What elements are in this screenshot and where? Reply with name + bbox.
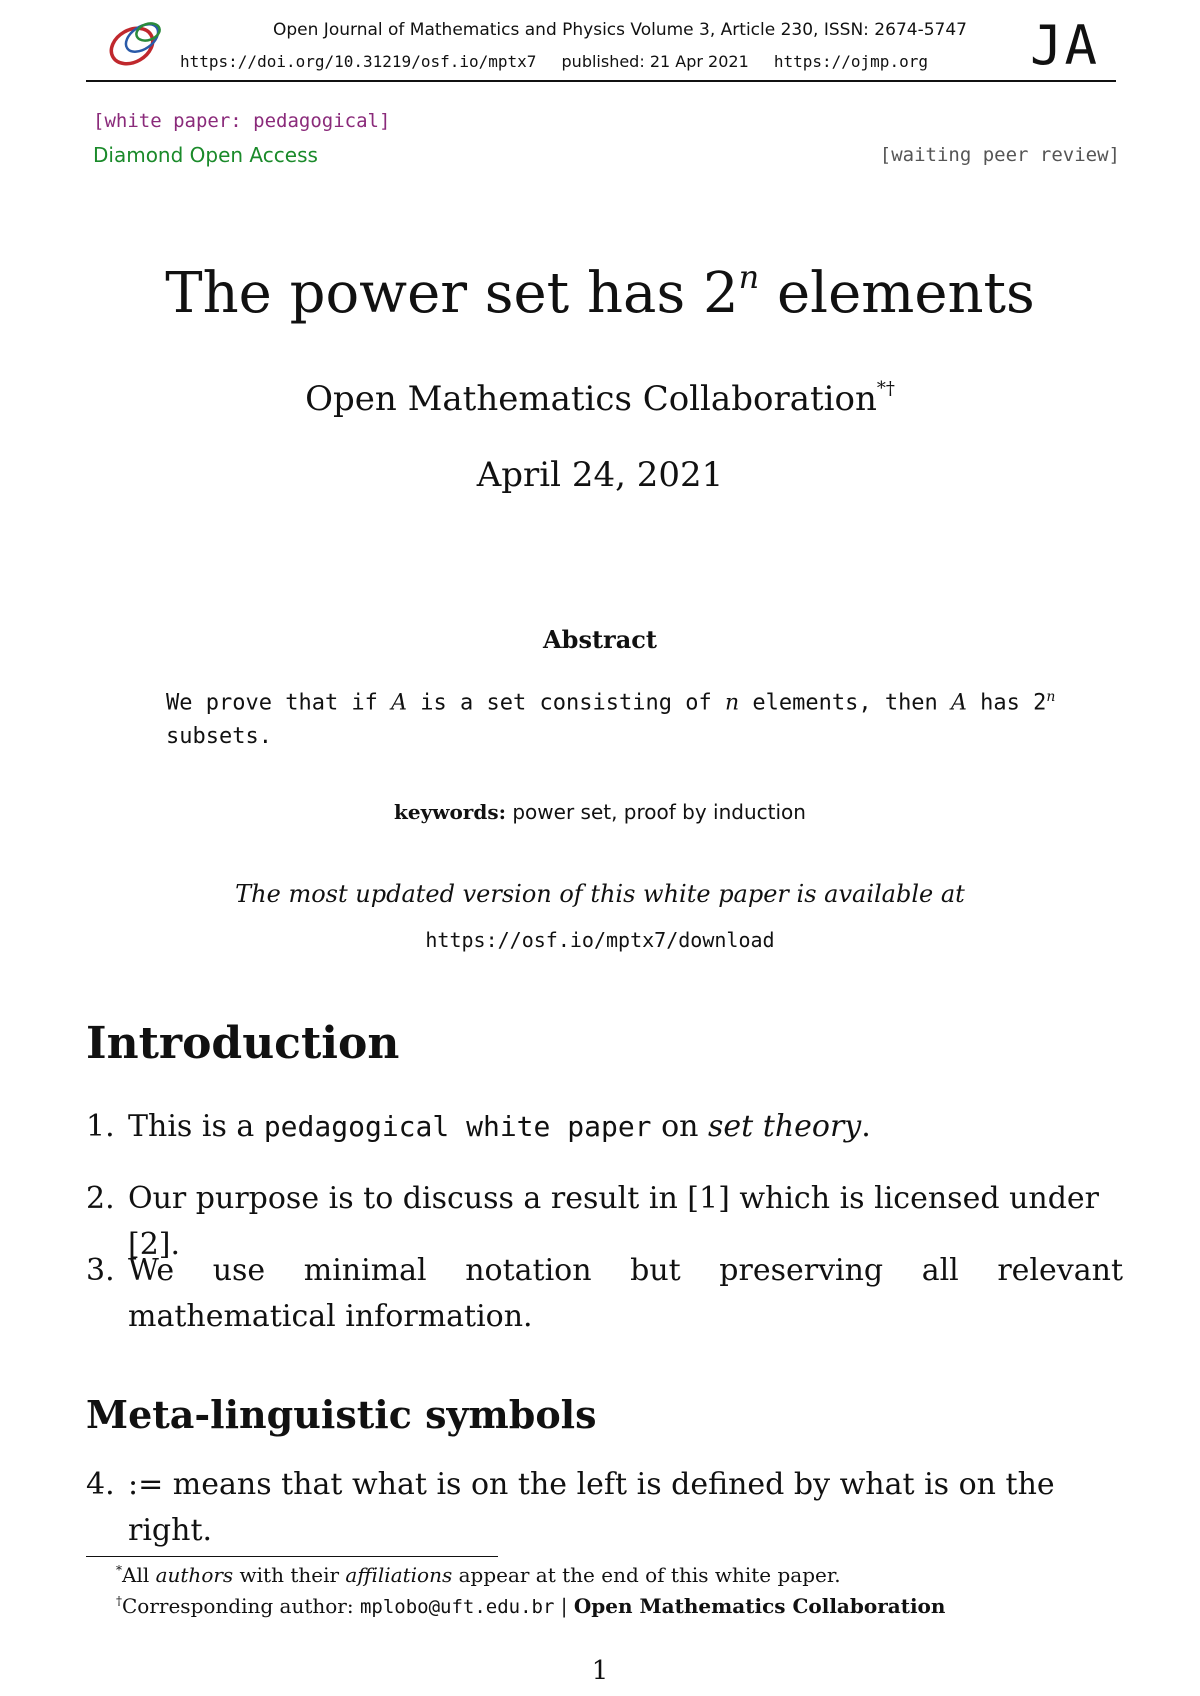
footnote: *All authors with their affiliations appear at the end of this white paper. (116, 1563, 841, 1587)
site-link[interactable]: https://ojmp.org (773, 52, 928, 71)
access-tag: Diamond Open Access (93, 143, 318, 167)
keywords-label: keywords: (394, 800, 506, 824)
title-exponent: n (738, 258, 760, 296)
paper-type-tag: [white paper: pedagogical] (93, 110, 391, 132)
header-links (180, 52, 948, 71)
footnote-divider (86, 1556, 498, 1557)
item-number: 3. (86, 1253, 115, 1288)
published-date: published: 21 Apr 2021 (561, 52, 749, 71)
author-footnote-marks[interactable]: *† (876, 378, 895, 399)
item-number: 4. (86, 1467, 115, 1502)
paper-date: April 24, 2021 (476, 455, 724, 495)
author-name: Open Mathematics Collaboration (305, 379, 877, 419)
footnote: †Corresponding author: mplobo@uft.edu.br | Open Mathematics Collaboration (116, 1594, 946, 1618)
review-status-tag: [waiting peer review] (879, 144, 1120, 166)
item-number: 1. (86, 1109, 115, 1144)
math-var: A (391, 690, 408, 716)
item-text: := means that what is on the left is defined by what is on the right. (128, 1467, 1055, 1548)
abstract-text: We prove that if A is a set consisting of n elements, then A has 2$^n$ subsets. (166, 689, 1056, 750)
keywords (0, 800, 1200, 824)
abstract-heading: Abstract (543, 625, 657, 654)
list-item (86, 1248, 1126, 1340)
math-var: n (724, 690, 740, 716)
journal-mark: JA (1030, 14, 1100, 77)
item-text: We use minimal notation but preserving all relevant mathematical information. (128, 1253, 1123, 1334)
author-email[interactable]: mplobo@uft.edu.br (359, 1596, 555, 1618)
introduction-heading: Introduction (86, 1018, 400, 1069)
updated-version-note: The most updated version of this white paper is available at (235, 880, 965, 908)
list-item (86, 1462, 1126, 1554)
page-number: 1 (591, 1656, 609, 1686)
paper-title (0, 258, 1200, 326)
list-item: 1. This is a pedagogical white paper on set theory. (86, 1104, 1126, 1150)
meta-linguistic-heading: Meta-linguistic symbols (86, 1392, 597, 1437)
keywords-value: power set, proof by induction (512, 800, 806, 824)
title-main: The power set has 2 (165, 261, 739, 326)
item-number: 2. (86, 1181, 115, 1216)
paper-authors (0, 378, 1200, 419)
item-text: Our purpose is to discuss a result in [1] which is licensed under [2]. (128, 1181, 1100, 1262)
download-link[interactable]: https://osf.io/mptx7/download (425, 928, 775, 952)
math-var: A (951, 690, 967, 716)
journal-info: Open Journal of Mathematics and Physics Volume 3, Article 230, ISSN: 2674-5747 (273, 20, 967, 40)
header-divider (86, 80, 1116, 82)
doi-link[interactable]: https://doi.org/10.31219/osf.io/mptx7 (180, 52, 537, 71)
title-tail: elements (759, 261, 1035, 326)
math-exponent: n (1046, 689, 1056, 705)
